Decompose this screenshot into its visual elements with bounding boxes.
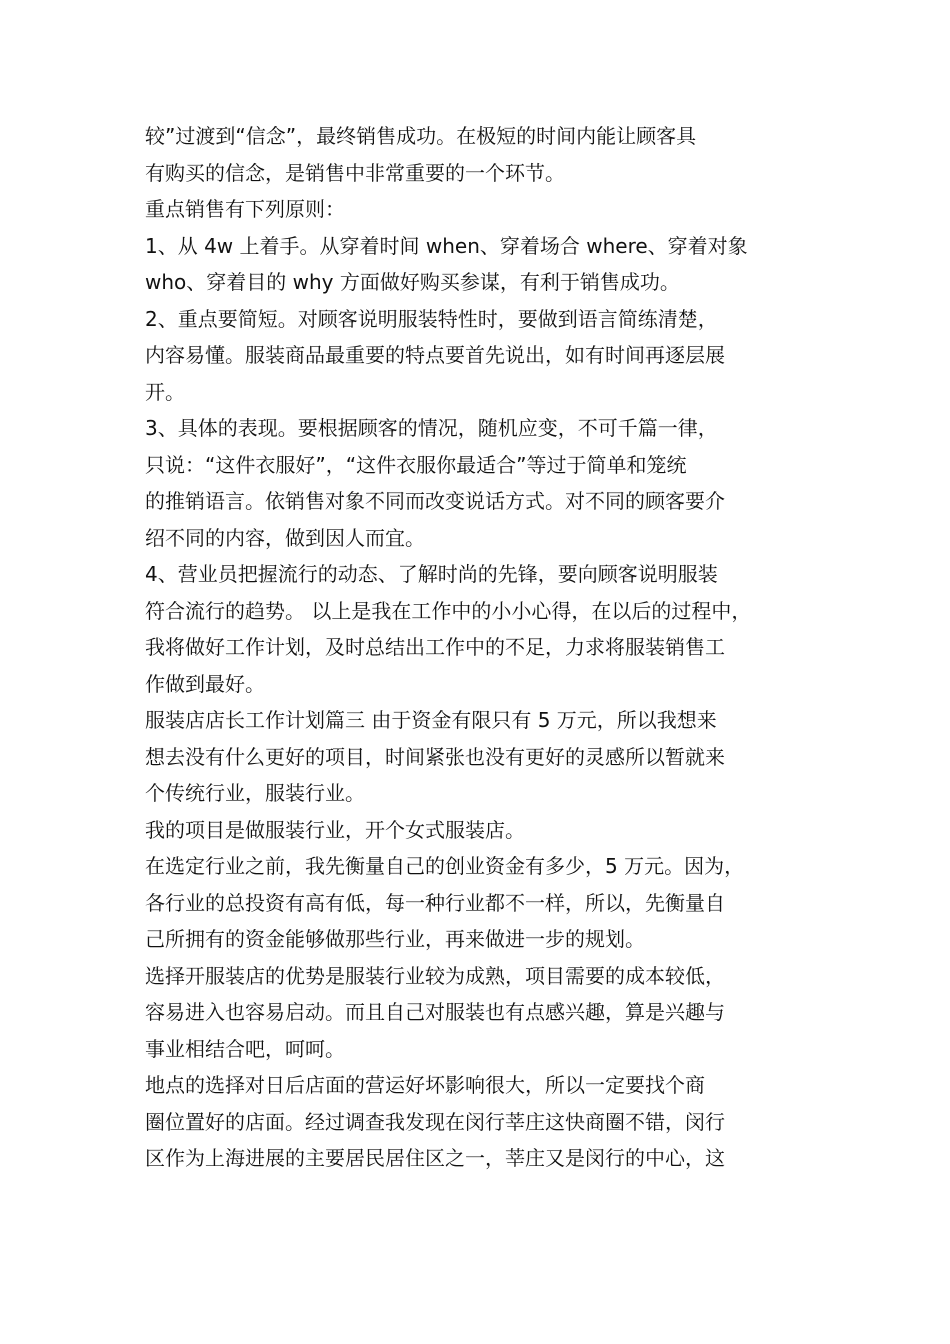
text-line: 有购买的信念，是销售中非常重要的一个环节。 bbox=[145, 160, 565, 185]
text-line: 圈位置好的店面。经过调查我发现在闵行莘庄这快商圈不错，闵行 bbox=[145, 1109, 725, 1134]
text-line: 各行业的总投资有高有低，每一种行业都不一样，所以，先衡量自 bbox=[145, 890, 725, 915]
text-line: 3、具体的表现。要根据顾客的情况，随机应变，不可千篇一律， bbox=[145, 416, 718, 440]
text-line: 服装店店长工作计划篇三 由于资金有限只有 5 万元，所以我想来 bbox=[145, 708, 717, 732]
text-line: 的推销语言。依销售对象不同而改变说话方式。对不同的顾客要介 bbox=[145, 489, 725, 513]
text-line: 2、重点要简短。对顾客说明服装特性时，要做到语言简练清楚， bbox=[145, 306, 718, 331]
text-line: 事业相结合吧，呵呵。 bbox=[145, 1036, 345, 1061]
text-line: who、穿着目的 why 方面做好购买参谋，有利于销售成功。 bbox=[145, 270, 680, 294]
text-line: 地点的选择对日后店面的营运好坏影响很大，所以一定要找个商 bbox=[145, 1073, 705, 1097]
text-line: 区作为上海进展的主要居民居住区之一，莘庄又是闵行的中心，这 bbox=[145, 1146, 725, 1170]
text-line: 在选定行业之前，我先衡量自己的创业资金有多少，5 万元。因为， bbox=[145, 854, 745, 878]
text-line: 容易进入也容易启动。而且自己对服装也有点感兴趣，算是兴趣与 bbox=[145, 1000, 725, 1024]
text-line: 较”过渡到“信念”，最终销售成功。在极短的时间内能让顾客具 bbox=[145, 124, 697, 148]
text-line: 己所拥有的资金能够做那些行业，再来做进一步的规划。 bbox=[145, 927, 645, 951]
text-line: 只说：“这件衣服好”，“这件衣服你最适合”等过于简单和笼统 bbox=[145, 452, 687, 477]
text-line: 1、从 4w 上着手。从穿着时间 when、穿着场合 where、穿着对象 bbox=[145, 233, 748, 258]
text-line: 内容易懂。服装商品最重要的特点要首先说出，如有时间再逐层展 bbox=[145, 343, 725, 367]
text-line: 个传统行业，服装行业。 bbox=[145, 781, 365, 805]
text-line: 重点销售有下列原则： bbox=[145, 197, 345, 221]
text-line: 我将做好工作计划，及时总结出工作中的不足，力求将服装销售工 bbox=[145, 635, 725, 659]
text-line: 开。 bbox=[145, 379, 185, 404]
text-line: 选择开服装店的优势是服装行业较为成熟，项目需要的成本较低， bbox=[145, 963, 725, 988]
text-line: 想去没有什么更好的项目，时间紧张也没有更好的灵感所以暂就来 bbox=[145, 744, 725, 769]
text-line: 绍不同的内容，做到因人而宜。 bbox=[145, 525, 425, 550]
text-line: 作做到最好。 bbox=[145, 671, 265, 696]
text-line: 符合流行的趋势。 以上是我在工作中的小小心得，在以后的过程中， bbox=[145, 598, 752, 623]
document-body bbox=[145, 118, 825, 1177]
text-line: 我的项目是做服装行业，开个女式服装店。 bbox=[145, 817, 525, 842]
text-line: 4、营业员把握流行的动态、了解时尚的先锋，要向顾客说明服装 bbox=[145, 562, 718, 586]
